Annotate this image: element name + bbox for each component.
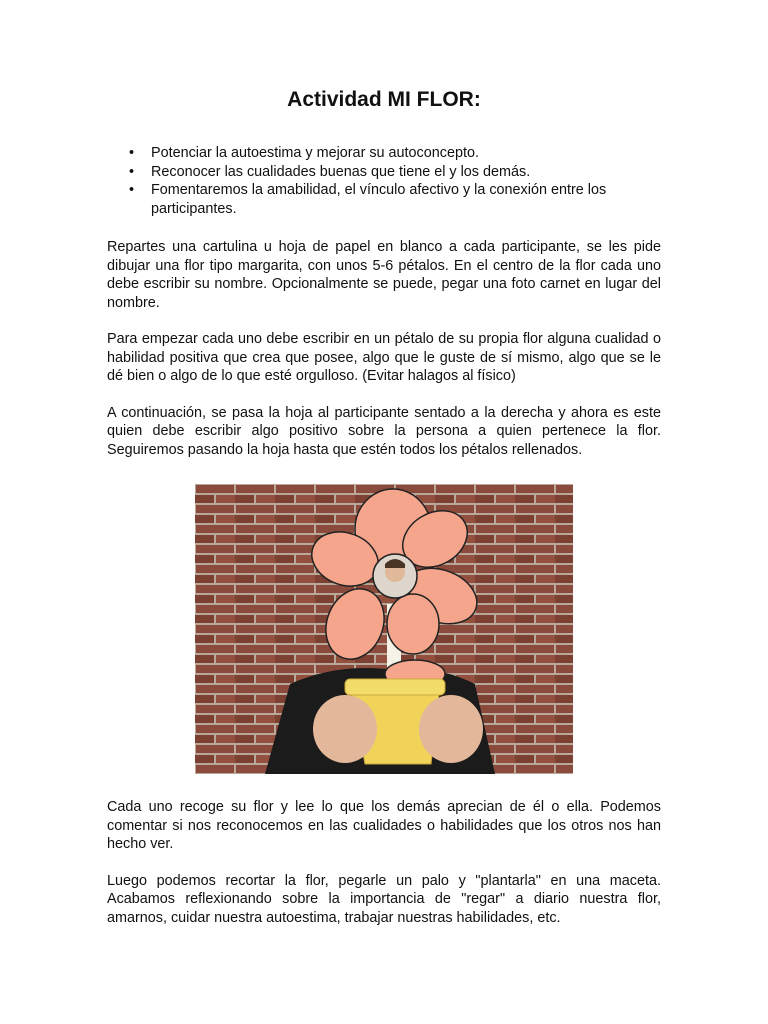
left-hand (313, 695, 377, 763)
objective-item: • Potenciar la autoestima y mejorar su autoconcepto. (151, 144, 661, 163)
objective-item: • Reconocer las cualidades buenas que tiene el y los demás. (151, 163, 661, 182)
document-page (107, 88, 661, 945)
flower-photo (195, 484, 573, 774)
petal (387, 594, 439, 654)
document-title: Actividad MI FLOR: (287, 88, 481, 111)
objective-item: • Fomentaremos la amabilidad, el vínculo afectivo y la conexión entre los participantes. (151, 181, 661, 218)
paragraph-read-flower: Cada uno recoge su flor y lee lo que los demás aprecian de él o ella. Podemos comentar si nos reconocemos en las cualidades o habilidades que los otros nos han hecho ver. (107, 799, 661, 852)
paragraph-plant-flower: Luego podemos recortar la flor, pegarle un palo y "plantarla" en una maceta. Acabamos reflexionando sobre la importancia de "regar" a diario nuestra flor, amarnos, cuidar nuestra autoestima, trabajar nuestras habilidades, etc. (107, 872, 661, 926)
objectives-list (107, 144, 661, 218)
paragraph-instructions: Repartes una cartulina u hoja de papel en blanco a cada participante, se les pide dibujar una flor tipo margarita, con unos 5-6 pétalos. En el centro de la flor cada uno debe escribir su nombre. Opcionalmente se puede, pegar una foto carnet en lugar del nombre. (107, 239, 661, 311)
paragraph-first-petal: Para empezar cada uno debe escribir en un pétalo de su propia flor alguna cualidad o habilidad positiva que crea que posee, algo que le guste de sí mismo, algo que se le dé bien o algo de lo que esté orgulloso. (Evitar halagos al físico) (107, 331, 661, 384)
right-hand (419, 695, 483, 763)
flower-photo-illustration (195, 484, 573, 774)
paragraph-pass-sheet: A continuación, se pasa la hoja al participante sentado a la derecha y ahora es este quien debe escribir algo positivo sobre la persona a quien pertenece la flor. Seguiremos pasando la hoja hasta que estén todos los pétalos rellenados. (107, 404, 661, 458)
